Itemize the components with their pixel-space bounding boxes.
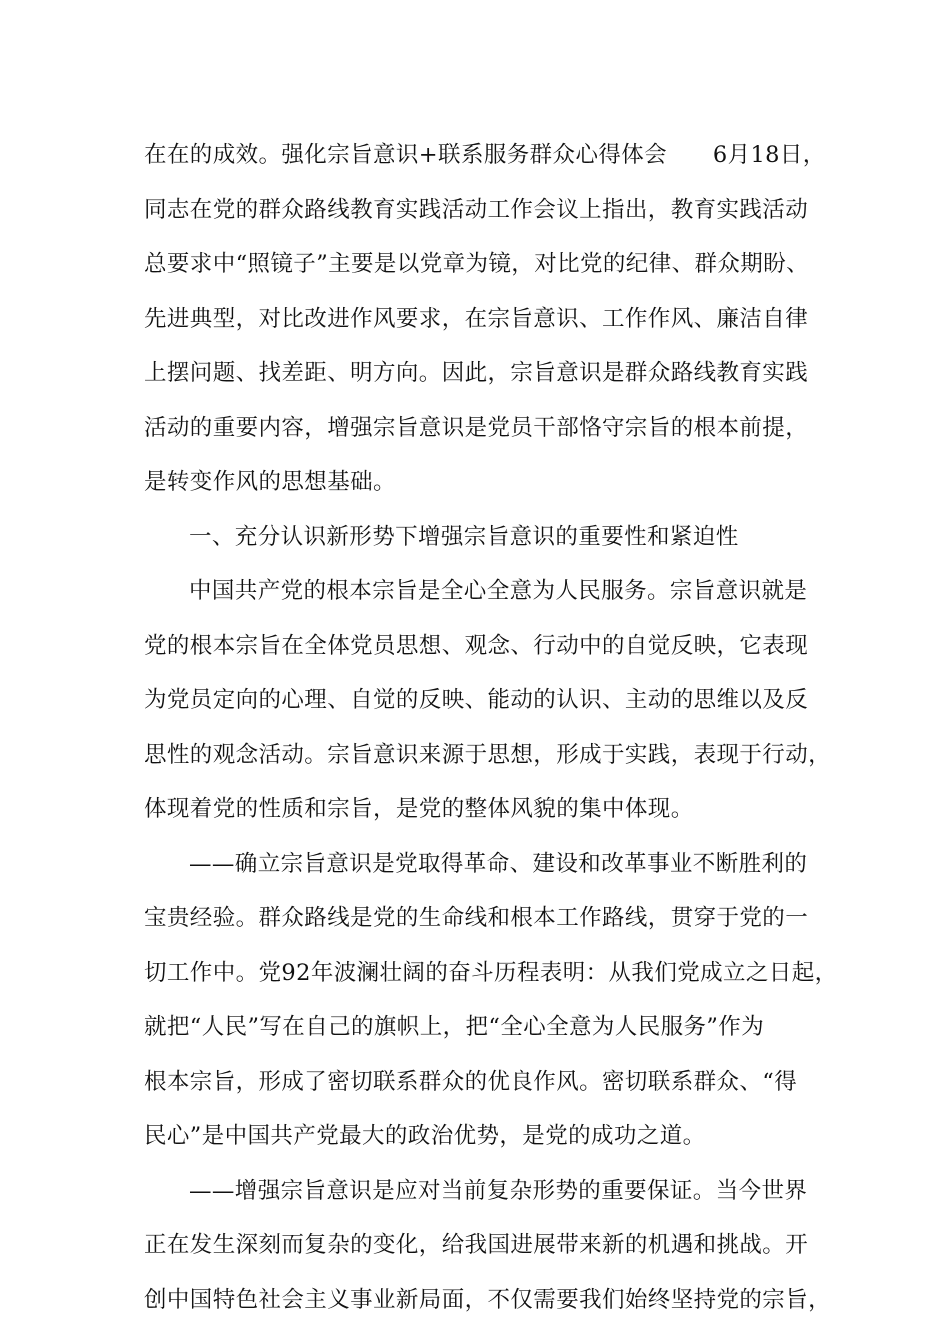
section-heading: 一、充分认识新形势下增强宗旨意识的重要性和紧迫性 xyxy=(189,523,739,550)
text-line: 宝贵经验。群众路线是党的生命线和根本工作路线，贯穿于党的一 xyxy=(144,905,809,931)
text-line: 活动的重要内容，增强宗旨意识是党员干部恪守宗旨的根本前提， xyxy=(144,414,809,441)
text-line: 体现着党的性质和宗旨，是党的整体风貌的集中体现。 xyxy=(144,796,694,822)
text-line: 先进典型，对比改进作风要求，在宗旨意识、工作作风、廉洁自律 xyxy=(144,305,809,332)
text-line: 正在发生深刻而复杂的变化，给我国进展带来新的机遇和挑战。开 xyxy=(144,1232,809,1258)
body-text xyxy=(144,128,844,1327)
text-line: 思性的观念活动。宗旨意识来源于思想，形成于实践，表现于行动， xyxy=(144,741,832,768)
text-line: 是转变作风的思想基础。 xyxy=(144,469,396,495)
text-line: 中国共产党的根本宗旨是全心全意为人民服务。宗旨意识就是 xyxy=(189,578,808,604)
text-line: 切工作中。党92年波澜壮阔的奋斗历程表明：从我们党成立之日起， xyxy=(144,959,838,986)
text-line: 在在的成效。强化宗旨意识+联系服务群众心得体会 6月18日， xyxy=(144,142,826,168)
text-line: 为党员定向的心理、自觉的反映、能动的认识、主动的思维以及反 xyxy=(144,687,809,713)
text-line: 党的根本宗旨在全体党员思想、观念、行动中的自觉反映，它表现 xyxy=(144,632,809,659)
text-line: 就把“人民”写在自己的旗帜上，把“全心全意为人民服务”作为 xyxy=(144,1014,765,1040)
text-line: 总要求中“照镜子”主要是以党章为镜，对比党的纪律、群众期盼、 xyxy=(144,251,810,277)
text-line: 民心”是中国共产党最大的政治优势，是党的成功之道。 xyxy=(144,1123,706,1149)
text-line: 上摆问题、找差距、明方向。因此，宗旨意识是群众路线教育实践 xyxy=(144,360,809,386)
text-line: 创中国特色社会主义事业新局面，不仅需要我们始终坚持党的宗旨， xyxy=(144,1286,832,1313)
text-line: ——确立宗旨意识是党取得革命、建设和改革事业不断胜利的 xyxy=(189,850,808,877)
text-line: 同志在党的群众路线教育实践活动工作会议上指出，教育实践活动 xyxy=(144,196,809,223)
text-line: ——增强宗旨意识是应对当前复杂形势的重要保证。当今世界 xyxy=(189,1177,808,1204)
text-line: 根本宗旨，形成了密切联系群众的优良作风。密切联系群众、“得 xyxy=(144,1068,798,1095)
